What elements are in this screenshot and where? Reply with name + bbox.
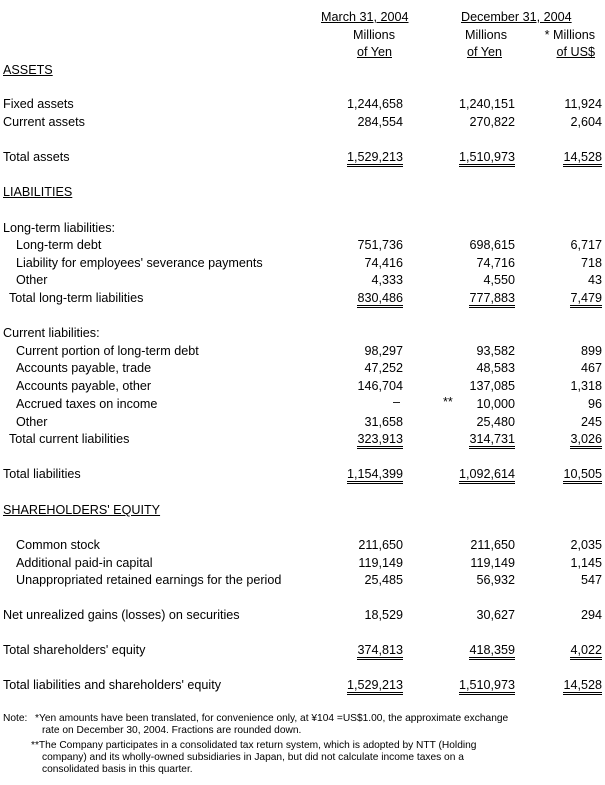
value-march-2004: 25,485 — [364, 573, 403, 587]
unit-label-col2-line2: of Yen — [466, 45, 502, 59]
note-2-line-3: consolidated basis in this quarter. — [42, 764, 193, 775]
value-december-2004: 270,822 — [469, 115, 515, 129]
section-shareholders-equity: SHAREHOLDERS' EQUITY — [3, 503, 161, 517]
unit-label-col1-line1: Millions — [353, 28, 395, 42]
value-usd: 294 — [580, 608, 602, 622]
value-usd: 1,145 — [570, 556, 602, 570]
row-label: Long-term debt — [16, 238, 102, 252]
subsection-long-term-liabilities: Long-term liabilities: — [3, 221, 115, 235]
row-label: Liability for employees' severance payments — [16, 256, 263, 270]
footnote-marker-double-asterisk: ** — [443, 395, 453, 409]
unit-label-col1-line2: of Yen — [356, 45, 392, 59]
row-label: Net unrealized gains (losses) on securities — [3, 608, 240, 622]
value-usd: 718 — [580, 256, 602, 270]
unit-label-col2-line1: Millions — [465, 28, 507, 42]
row-label: Unappropriated retained earnings for the period — [16, 573, 282, 587]
value-december-2004: 1,510,973 — [459, 150, 515, 167]
value-usd: 2,035 — [570, 538, 602, 552]
value-usd: 14,528 — [563, 678, 602, 695]
subsection-current-liabilities: Current liabilities: — [3, 326, 100, 340]
value-december-2004: 25,480 — [476, 415, 515, 429]
row-label: Current assets — [3, 115, 85, 129]
value-december-2004: 93,582 — [476, 344, 515, 358]
value-december-2004: 4,550 — [483, 273, 515, 287]
row-label: Fixed assets — [3, 97, 74, 111]
value-usd: 547 — [580, 573, 602, 587]
value-march-2004: 374,813 — [357, 643, 403, 660]
value-march-2004: 830,486 — [357, 291, 403, 308]
value-march-2004: 119,149 — [358, 556, 403, 570]
value-usd: 7,479 — [570, 291, 602, 308]
row-label: Common stock — [16, 538, 100, 552]
note-1-line-1: *Yen amounts have been translated, for convenience only, at ¥104 =US$1.00, the approximate exchange — [35, 713, 509, 724]
value-usd: 3,026 — [570, 432, 602, 449]
value-usd: 2,604 — [570, 115, 602, 129]
value-march-2004: 1,529,213 — [347, 678, 403, 695]
value-usd: 10,505 — [563, 467, 602, 484]
value-usd: 11,924 — [564, 97, 602, 111]
value-usd: 467 — [580, 361, 602, 375]
note-prefix: Note: — [3, 713, 28, 724]
value-usd: 4,022 — [570, 643, 602, 660]
column-header-december-2004: December 31, 2004 — [461, 10, 572, 24]
value-march-2004: 18,529 — [364, 608, 403, 622]
value-usd: 899 — [580, 344, 602, 358]
value-december-2004: 119,149 — [470, 556, 515, 570]
value-march-2004: 284,554 — [357, 115, 403, 129]
value-march-2004: 211,650 — [358, 538, 403, 552]
row-label: Current portion of long-term debt — [16, 344, 199, 358]
value-march-2004: 146,704 — [357, 379, 403, 393]
value-usd: 6,717 — [570, 238, 602, 252]
value-december-2004: 1,510,973 — [459, 678, 515, 695]
value-march-2004: 1,154,399 — [347, 467, 403, 484]
value-december-2004: 30,627 — [476, 608, 515, 622]
row-label: Accounts payable, other — [16, 379, 152, 393]
value-march-2004: 74,416 — [364, 256, 403, 270]
note-1-line-2: rate on December 30, 2004. Fractions are rounded down. — [42, 725, 302, 736]
value-december-2004: 74,716 — [476, 256, 515, 270]
row-label: Other — [16, 415, 48, 429]
value-december-2004: 56,932 — [476, 573, 515, 587]
row-label: Accrued taxes on income — [16, 397, 158, 411]
note-2-line-2: company) and its wholly-owned subsidiaries in Japan, but did not calculate income taxes on a — [42, 752, 464, 763]
value-march-2004: 751,736 — [357, 238, 403, 252]
value-usd: 14,528 — [563, 150, 602, 167]
row-label: Total long-term liabilities — [9, 291, 144, 305]
value-december-2004: 211,650 — [470, 538, 515, 552]
row-label: Total assets — [3, 150, 70, 164]
value-december-2004: 314,731 — [469, 432, 515, 449]
value-march-2004: 323,913 — [357, 432, 403, 449]
value-march-2004: – — [392, 395, 400, 409]
row-label: Additional paid-in capital — [16, 556, 153, 570]
row-label: Total current liabilities — [9, 432, 130, 446]
value-march-2004: 98,297 — [364, 344, 403, 358]
row-label: Accounts payable, trade — [16, 361, 152, 375]
row-label: Total liabilities and shareholders' equity — [3, 678, 222, 692]
value-usd: 245 — [580, 415, 602, 429]
value-march-2004: 4,333 — [371, 273, 403, 287]
value-usd: 1,318 — [570, 379, 602, 393]
section-assets: ASSETS — [3, 63, 53, 77]
value-december-2004: 10,000 — [476, 397, 515, 411]
row-label: Other — [16, 273, 48, 287]
value-march-2004: 1,529,213 — [347, 150, 403, 167]
value-march-2004: 1,244,658 — [346, 97, 403, 111]
value-usd: 96 — [587, 397, 602, 411]
row-label: Total shareholders' equity — [3, 643, 146, 657]
value-december-2004: 137,085 — [469, 379, 515, 393]
section-liabilities: LIABILITIES — [3, 185, 73, 199]
value-march-2004: 47,252 — [364, 361, 403, 375]
value-december-2004: 698,615 — [469, 238, 515, 252]
value-usd: 43 — [587, 273, 602, 287]
unit-label-col3-line2: of US$ — [556, 45, 595, 59]
row-label: Total liabilities — [3, 467, 81, 481]
note-2-line-1: **The Company participates in a consolidated tax return system, which is adopted by NTT (Holding — [31, 740, 477, 751]
value-march-2004: 31,658 — [364, 415, 403, 429]
value-december-2004: 1,240,151 — [458, 97, 515, 111]
value-december-2004: 418,359 — [469, 643, 515, 660]
value-december-2004: 48,583 — [476, 361, 515, 375]
value-december-2004: 1,092,614 — [459, 467, 515, 484]
value-december-2004: 777,883 — [469, 291, 515, 308]
unit-label-col3-line1: * Millions — [544, 28, 595, 42]
column-header-march-2004: March 31, 2004 — [321, 10, 409, 24]
